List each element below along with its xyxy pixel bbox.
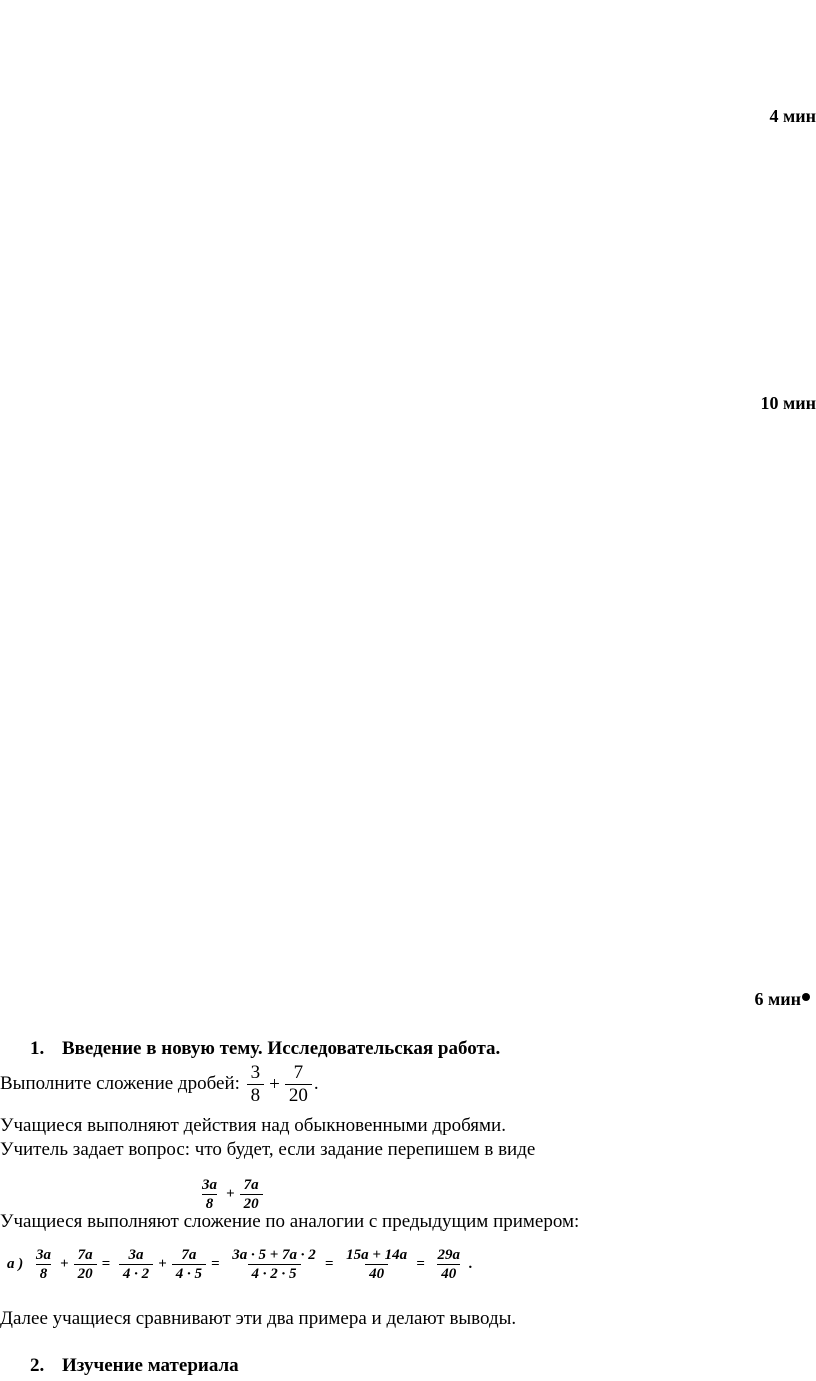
equals-sign: = — [416, 1256, 425, 1272]
fraction — [172, 1246, 206, 1283]
denominator: 8 — [202, 1194, 218, 1213]
equals-sign: = — [210, 1256, 220, 1272]
numerator: 3a · 5 + 7a · 2 — [232, 1247, 316, 1263]
fraction — [32, 1246, 55, 1283]
section-heading-1 — [30, 1038, 500, 1060]
section-number: 1. — [30, 1038, 45, 1059]
plus-sign: + — [269, 1073, 280, 1095]
task-line — [0, 1062, 319, 1107]
time-marker-10min: 10 мин — [760, 393, 816, 413]
paragraph-1: Учащиеся выполняют действия над обыкновенными дробями. — [0, 1115, 506, 1136]
denominator: 20 — [240, 1194, 263, 1213]
plus-sign: + — [226, 1186, 235, 1202]
denominator: 40 — [365, 1264, 388, 1283]
numerator: 3a — [128, 1247, 144, 1263]
fraction — [74, 1246, 97, 1283]
numerator: 7a — [243, 1177, 259, 1193]
section-heading-2 — [30, 1355, 239, 1377]
numerator: 7 — [293, 1062, 304, 1083]
bullet-icon — [802, 993, 810, 1001]
time-marker-4min: 4 мин — [769, 106, 816, 126]
plus-sign: + — [60, 1256, 69, 1272]
numerator: 29a — [437, 1247, 460, 1263]
equals-sign: = — [101, 1256, 111, 1272]
numerator: 7a — [181, 1247, 197, 1263]
fraction-3-8 — [247, 1062, 265, 1107]
task-text: Выполните сложение дробей: — [0, 1072, 240, 1094]
paragraph-2: Учитель задает вопрос: что будет, если задание перепишем в виде — [0, 1139, 536, 1160]
numerator: 3 — [250, 1062, 261, 1083]
solution-line — [4, 1246, 476, 1283]
numerator: 3a — [202, 1177, 217, 1193]
denominator: 20 — [74, 1264, 97, 1283]
fraction-3a-8 — [198, 1176, 221, 1213]
fraction-7-20 — [285, 1062, 312, 1107]
section-title: Введение в новую тему. Исследовательская работа. — [62, 1038, 501, 1059]
numerator: 7a — [77, 1247, 93, 1263]
section-title: Изучение материала — [62, 1355, 239, 1376]
section-number: 2. — [30, 1355, 45, 1376]
plus-sign: + — [158, 1256, 167, 1272]
fraction — [342, 1246, 411, 1283]
paragraph-4: Далее учащиеся сравнивают эти два примера и делают выводы. — [0, 1308, 517, 1329]
paragraph-3: Учащиеся выполняют сложение по аналогии с предыдущим примером: — [0, 1211, 580, 1232]
denominator: 8 — [36, 1264, 52, 1283]
fraction — [228, 1246, 320, 1283]
equals-sign: = — [324, 1256, 334, 1272]
denominator: 4 · 2 · 5 — [248, 1264, 301, 1283]
time-text: 6 мин — [754, 989, 801, 1009]
fraction — [434, 1246, 465, 1283]
denominator: 8 — [247, 1084, 265, 1107]
expression-algebraic — [196, 1176, 265, 1213]
denominator: 4 · 2 — [119, 1264, 153, 1283]
denominator: 40 — [437, 1264, 460, 1283]
fraction-7a-20 — [240, 1176, 263, 1213]
period: . — [313, 1072, 319, 1094]
numerator: 15a + 14a — [346, 1247, 408, 1263]
numerator: 3a — [36, 1247, 51, 1263]
period: . — [469, 1256, 473, 1272]
denominator: 4 · 5 — [172, 1264, 206, 1283]
item-label: a ) — [7, 1256, 24, 1272]
fraction — [119, 1246, 153, 1283]
time-marker-6min — [754, 989, 810, 1010]
denominator: 20 — [285, 1084, 312, 1107]
